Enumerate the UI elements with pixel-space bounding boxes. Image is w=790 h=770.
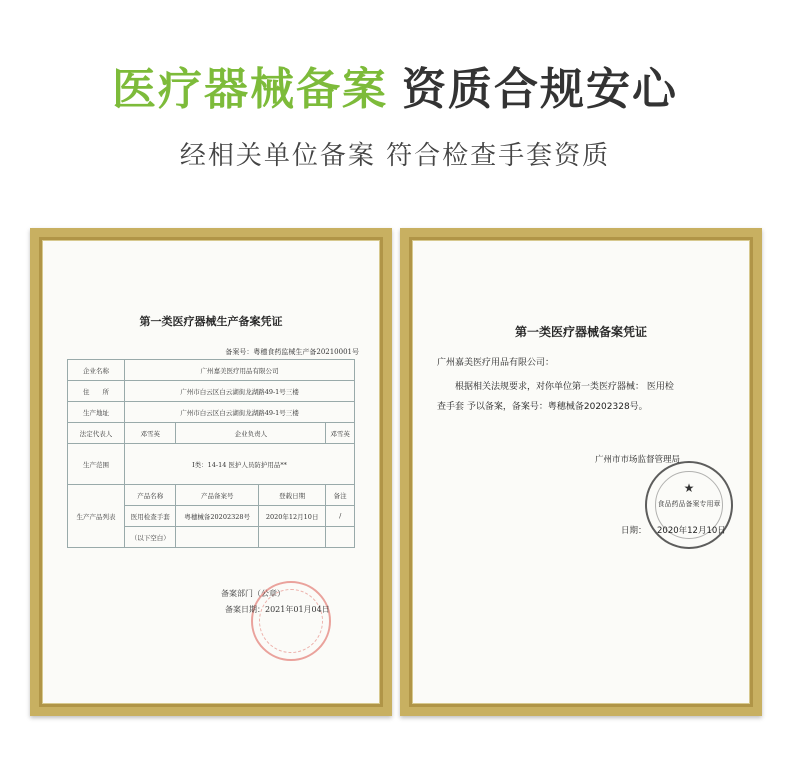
- right-company: 广州嘉美医疗用品有限公司：: [437, 358, 555, 368]
- right-cert-title: 第一类医疗器械备案凭证: [514, 325, 647, 339]
- seal-text: 食品药品备案专用章: [657, 500, 721, 508]
- legal-value: 邓雪英: [125, 423, 176, 444]
- company-value: 广州嘉美医疗用品有限公司: [125, 360, 355, 381]
- blank-note: （以下空白）: [125, 527, 176, 548]
- scope-value: I类：14-14 医护人员防护用品**: [125, 444, 355, 485]
- owner-value: 邓雪英: [326, 423, 355, 444]
- right-body-line2: 查手套 予以备案，备案号：粤穗械备20202328号。: [437, 402, 648, 412]
- star-icon: ★: [683, 481, 695, 495]
- scope-label: 生产范围: [68, 444, 125, 485]
- subtitle: 经相关单位备案 符合检查手套资质: [179, 141, 611, 171]
- left-cert-table: [67, 359, 355, 548]
- left-certificate-frame: [30, 228, 392, 716]
- headline-green: 医疗器械备案: [112, 64, 388, 115]
- left-certificate-paper: [42, 240, 380, 704]
- right-bureau: 广州市市场监督管理局: [595, 455, 681, 465]
- legal-label: 法定代表人: [68, 423, 125, 444]
- left-date: 备案日期：2021年01月04日: [225, 605, 330, 614]
- item-note: /: [326, 506, 355, 527]
- right-body-line1: 根据相关法规要求，对你单位第一类医疗器械： 医用检: [455, 382, 674, 392]
- prod-addr-value: 广州市白云区白云湖街龙湖路49-1号三楼: [125, 402, 355, 423]
- right-certificate-paper: [412, 240, 750, 704]
- col-note: 备注: [326, 485, 355, 506]
- address-label: 住 所: [68, 381, 125, 402]
- address-value: 广州市白云区白云湖街龙湖路49-1号三楼: [125, 381, 355, 402]
- left-dept: 备案部门（公章）: [221, 589, 285, 598]
- item-no: 粤穗械备20202328号: [176, 506, 259, 527]
- col-name: 产品名称: [125, 485, 176, 506]
- col-no: 产品备案号: [176, 485, 259, 506]
- headline-dark: 资质合规安心: [402, 64, 678, 115]
- right-certificate-frame: [400, 228, 762, 716]
- right-date-label: 日期：: [621, 526, 647, 536]
- left-record-number: 备案号：粤穗食药监械生产备20210001号: [225, 348, 359, 356]
- left-cert-title: 第一类医疗器械生产备案凭证: [139, 315, 283, 328]
- right-date: 2020年12月10日: [657, 526, 726, 536]
- owner-label: 企业负责人: [176, 423, 326, 444]
- headline: [0, 60, 790, 120]
- item-name: 医用检查手套: [125, 506, 176, 527]
- col-date: 登载日期: [258, 485, 325, 506]
- list-label: 生产产品列表: [68, 485, 125, 548]
- item-date: 2020年12月10日: [258, 506, 325, 527]
- prod-addr-label: 生产地址: [68, 402, 125, 423]
- company-label: 企业名称: [68, 360, 125, 381]
